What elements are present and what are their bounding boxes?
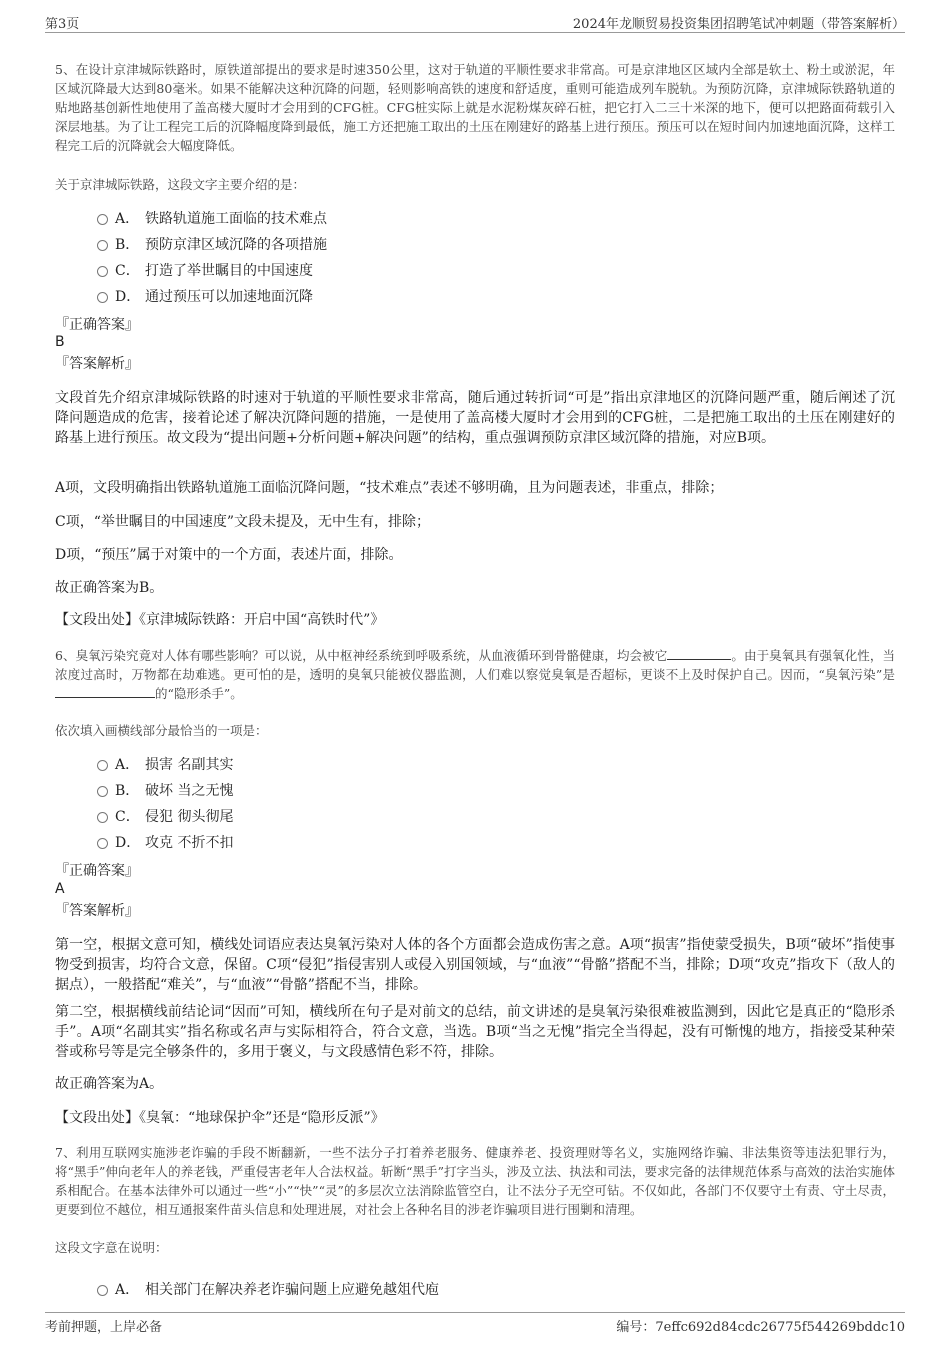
document-title: 2024年龙顺贸易投资集团招聘笔试冲刺题（带答案解析） bbox=[572, 17, 905, 32]
q7-passage: 7、利用互联网实施涉老诈骗的手段不断翻新，一些不法分子打着养老服务、健康养老、投资理财等名义，实施网络诈骗、非法集资等违法犯罪行为，将“黑手”伸向老年人的养老钱，严重侵害老年人合法权益。斩断“黑手”打字当头，涉及立法、执法和司法，要求完备的法律规范体系与高效的法治实施体系相配合。在基本法律外可以通过一些“小”“快”“灵”的多层次立法消除监管空白，让不法分子无空可钻。不仅如此，各部门不仅要守土有责、守土尽责，更要到位不越位，相互通报案件苗头信息和处理进展，对社会上各种名目的涉老诈骗项目进行围剿和清理。 bbox=[55, 1145, 895, 1217]
q5-stem: 关于京津城际铁路，这段文字主要介绍的是： bbox=[55, 177, 306, 192]
q6-analysis-1: 第一空，根据文意可知，横线处词语应表达臭氧污染对人体的各个方面都会造成伤害之意。A项“损害”指使蒙受损失，B项“破坏”指使事物受到损害，均符合文意，保留。C项“侵犯”指侵害别人或侵入别国领域，与“血液”“骨骼”搭配不当，排除；D项“攻克”指攻下（敌人的据点），一般搭配“难关”，与“血液”“骨骼”搭配不当，排除。 bbox=[55, 937, 895, 993]
q5-analysis-3: C项，“举世瞩目的中国速度”文段未提及，无中生有，排除； bbox=[55, 514, 431, 530]
q5-passage: 5、在设计京津城际铁路时，原铁道部提出的要求是时速350公里，这对于轨道的平顺性要求非常高。可是京津地区区域内全部是软土、粉土或淤泥，年区域沉降最大达到80毫米。如果不能解决这种沉降的问题，轻则影响高铁的速度和舒适度，重则可能造成列车脱轨。为预防沉降，京津城际铁路轨道的贴地路基创新性地使用了盖高楼大厦时才会用到的CFG桩。CFG桩实际上就是水泥粉煤灰碎石桩，把它打入二三十米深的地下，便可以把路面荷载引入深层地基。为了让工程完工后的沉降幅度降到最低，施工方还把施工取出的土压在刚建好的路基上进行预压。预压可以在短时间内加速地面沉降，这样工程完工后的沉降就会大幅度降低。 bbox=[55, 62, 895, 153]
q6-answer: A bbox=[55, 881, 65, 897]
page-number: 第3页 bbox=[45, 17, 80, 32]
q5-analysis-1: 文段首先介绍京津城际铁路的时速对于轨道的平顺性要求非常高，随后通过转折词“可是”指出京津地区的沉降问题严重，随后阐述了沉降问题造成的危害，接着论述了解决沉降问题的措施，一是使用了盖高楼大厦时才会用到的CFG桩，二是把施工取出的土压在刚建好的路基上进行预压。故文段为“提出问题+分析问题+解决问题”的结构，重点强调预防京津区域沉降的措施，对应B项。 bbox=[55, 390, 895, 446]
radio-icon[interactable] bbox=[97, 760, 108, 771]
radio-icon[interactable] bbox=[97, 240, 108, 251]
page-footer bbox=[45, 1312, 905, 1335]
q5-option-c[interactable]: C． 打造了举世瞩目的中国速度 bbox=[55, 258, 895, 284]
footer-slogan: 考前押题，上岸必备 bbox=[45, 1320, 163, 1335]
q6-analysis-2: 第二空，根据横线前结论词“因而”可知，横线所在句子是对前文的总结，前文讲述的是臭氧污染很难被监测到，因此它是真正的“隐形杀手”。A项“名副其实”指名称或名声与实际相符合，符合文意，当选。B项“当之无愧”指完全当得起，没有可惭愧的地方，指接受某种荣誉或称号等是完全够条件的，多用于褒义，与文段感情色彩不符，排除。 bbox=[55, 1004, 895, 1060]
radio-icon[interactable] bbox=[97, 812, 108, 823]
radio-icon[interactable] bbox=[97, 292, 108, 303]
page-header bbox=[45, 10, 905, 33]
q6-options bbox=[55, 752, 895, 856]
blank-1 bbox=[667, 647, 731, 660]
q5-option-d[interactable]: D． 通过预压可以加速地面沉降 bbox=[55, 284, 895, 310]
blank-2 bbox=[55, 685, 155, 698]
radio-icon[interactable] bbox=[97, 838, 108, 849]
q5-analysis-2: A项，文段明确指出铁路轨道施工面临沉降问题，“技术难点”表述不够明确，且为问题表述，非重点，排除； bbox=[55, 480, 724, 496]
q6-option-b[interactable]: B． 破坏 当之无愧 bbox=[55, 778, 895, 804]
q6-analysis-3: 故正确答案为A。 bbox=[55, 1076, 164, 1092]
q7-options bbox=[55, 1277, 895, 1303]
q6-source: 【文段出处】《臭氧：“地球保护伞”还是“隐形反派”》 bbox=[55, 1110, 385, 1126]
q5-analysis-4: D项，“预压”属于对策中的一个方面，表述片面，排除。 bbox=[55, 547, 403, 563]
q5-answer-tag: 『正确答案』 bbox=[55, 317, 139, 333]
q6-answer-tag: 『正确答案』 bbox=[55, 863, 139, 879]
radio-icon[interactable] bbox=[97, 786, 108, 797]
q5-option-b[interactable]: B． 预防京津区域沉降的各项措施 bbox=[55, 232, 895, 258]
document-id: 编号：7effc692d84cdc26775f544269bddc10 bbox=[616, 1320, 905, 1335]
q5-analysis-5: 故正确答案为B。 bbox=[55, 580, 164, 596]
q6-option-c[interactable]: C． 侵犯 彻头彻尾 bbox=[55, 804, 895, 830]
q5-option-a[interactable]: A． 铁路轨道施工面临的技术难点 bbox=[55, 206, 895, 232]
q7-stem: 这段文字意在说明： bbox=[55, 1240, 168, 1255]
q6-analysis-tag: 『答案解析』 bbox=[55, 903, 139, 919]
q5-source: 【文段出处】《京津城际铁路：开启中国“高铁时代”》 bbox=[55, 612, 385, 628]
q6-option-d[interactable]: D． 攻克 不折不扣 bbox=[55, 830, 895, 856]
radio-icon[interactable] bbox=[97, 1285, 108, 1296]
radio-icon[interactable] bbox=[97, 214, 108, 225]
radio-icon[interactable] bbox=[97, 266, 108, 277]
q5-answer: B bbox=[55, 334, 65, 350]
q6-stem: 依次填入画横线部分最恰当的一项是： bbox=[55, 723, 268, 738]
q7-option-a[interactable]: A． 相关部门在解决养老诈骗问题上应避免越俎代庖 bbox=[55, 1277, 895, 1303]
q6-option-a[interactable]: A． 损害 名副其实 bbox=[55, 752, 895, 778]
q5-analysis-tag: 『答案解析』 bbox=[55, 356, 139, 372]
q6-passage: 6、臭氧污染究竟对人体有哪些影响？可以说，从中枢神经系统到呼吸系统，从血液循环到骨骼健康，均会被它 。由于臭氧具有强氧化性，当浓度过高时，万物都在劫难逃。更可怕的是，透明的臭氧只能被仪器监测，人们难以察觉臭氧是否超标，更谈不上及时保护自己。因而，“臭氧污染”是的“隐形杀手”。 bbox=[55, 648, 895, 701]
q5-options bbox=[55, 206, 895, 310]
